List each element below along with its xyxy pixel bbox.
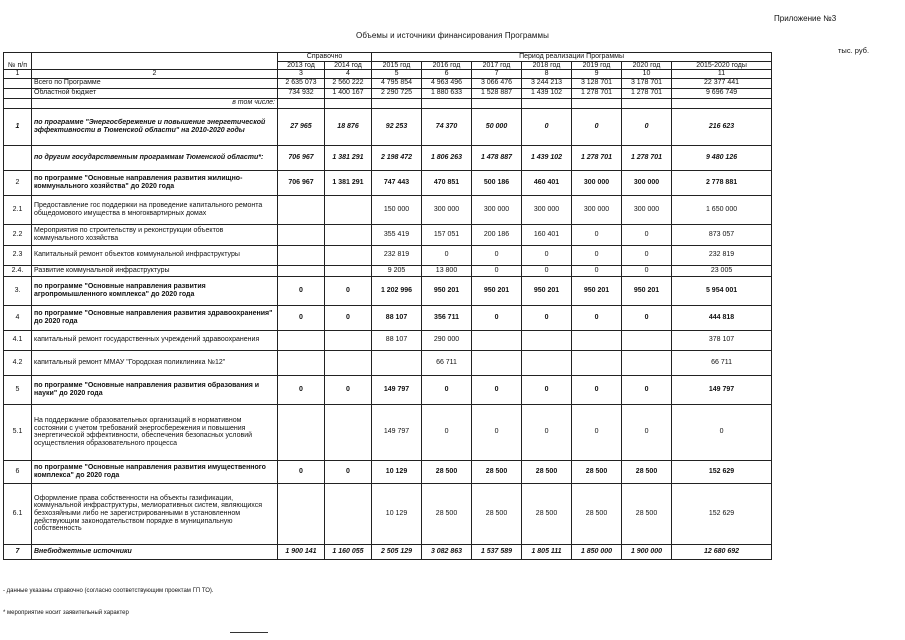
- table-row: [4, 460, 772, 483]
- row-value: [325, 245, 372, 265]
- row-value: 0: [672, 404, 772, 460]
- header-col-number: 2: [32, 70, 278, 79]
- row-value: [278, 245, 325, 265]
- table-row: [4, 305, 772, 330]
- row-number: 1: [4, 108, 32, 145]
- row-value: [622, 98, 672, 108]
- row-value: [325, 224, 372, 245]
- row-value: 1 850 000: [572, 544, 622, 559]
- header-col-number: 11: [672, 70, 772, 79]
- row-value: 0: [422, 245, 472, 265]
- row-value: 28 500: [572, 460, 622, 483]
- row-value: 28 500: [422, 460, 472, 483]
- row-value: [572, 350, 622, 375]
- row-value: 300 000: [472, 195, 522, 224]
- row-value: [325, 404, 372, 460]
- row-value: 0: [622, 404, 672, 460]
- row-value: 0: [622, 108, 672, 145]
- row-value: 0: [325, 375, 372, 404]
- row-value: 149 797: [372, 375, 422, 404]
- row-value: 0: [522, 305, 572, 330]
- row-value: 1 805 111: [522, 544, 572, 559]
- row-value: [325, 265, 372, 276]
- row-value: 1 160 055: [325, 544, 372, 559]
- row-value: 0: [472, 404, 522, 460]
- row-value: 0: [572, 245, 622, 265]
- row-value: 74 370: [422, 108, 472, 145]
- header-col-number: 8: [522, 70, 572, 79]
- row-number: 7: [4, 544, 32, 559]
- table-row: [4, 88, 772, 98]
- row-value: 23 005: [672, 265, 772, 276]
- row-name: Всего по Программе: [32, 78, 278, 88]
- row-value: 28 500: [622, 483, 672, 544]
- row-number: [4, 78, 32, 88]
- row-value: 1 381 291: [325, 145, 372, 170]
- row-value: 4 795 854: [372, 78, 422, 88]
- row-value: 149 797: [372, 404, 422, 460]
- row-number: [4, 98, 32, 108]
- table-row: [4, 245, 772, 265]
- row-value: 2 505 129: [372, 544, 422, 559]
- row-value: [622, 350, 672, 375]
- row-value: 0: [572, 305, 622, 330]
- row-value: 1 537 589: [472, 544, 522, 559]
- table-row: [4, 330, 772, 350]
- table-row: [4, 224, 772, 245]
- annex-label: Приложение №3: [774, 14, 837, 23]
- row-value: 216 623: [672, 108, 772, 145]
- row-value: 460 401: [522, 170, 572, 195]
- header-col-number: 10: [622, 70, 672, 79]
- header-col-number: 4: [325, 70, 372, 79]
- row-value: 300 000: [572, 170, 622, 195]
- row-value: 0: [522, 265, 572, 276]
- row-value: 1 439 102: [522, 145, 572, 170]
- table-row: [4, 544, 772, 559]
- row-value: 150 000: [372, 195, 422, 224]
- row-value: 356 711: [422, 305, 472, 330]
- row-value: 9 696 749: [672, 88, 772, 98]
- row-name: по программе "Основные направления развития агропромышленного комплекса" до 2020 года: [32, 276, 278, 305]
- row-value: 0: [522, 404, 572, 460]
- row-value: [622, 330, 672, 350]
- table-row: [4, 276, 772, 305]
- row-value: 0: [622, 375, 672, 404]
- row-value: 152 629: [672, 460, 772, 483]
- row-number: 4.2: [4, 350, 32, 375]
- table-row: [4, 108, 772, 145]
- row-value: 1 650 000: [672, 195, 772, 224]
- row-number: 2.4.: [4, 265, 32, 276]
- row-value: 1 381 291: [325, 170, 372, 195]
- row-value: 28 500: [622, 460, 672, 483]
- row-value: 1 202 996: [372, 276, 422, 305]
- row-name: по программе "Энергосбережение и повышение энергетической эффективности в Тюменской области" на 2010-2020 годы: [32, 108, 278, 145]
- row-value: [372, 350, 422, 375]
- header-year: 2013 год: [278, 61, 325, 70]
- row-value: 355 419: [372, 224, 422, 245]
- row-name: по другим государственным программам Тюменской области*:: [32, 145, 278, 170]
- row-value: 200 186: [472, 224, 522, 245]
- row-value: 706 967: [278, 170, 325, 195]
- row-value: 66 711: [422, 350, 472, 375]
- row-value: 0: [325, 305, 372, 330]
- row-value: 0: [572, 108, 622, 145]
- row-value: [522, 330, 572, 350]
- row-value: 66 711: [672, 350, 772, 375]
- row-value: 0: [472, 265, 522, 276]
- row-value: 1 900 000: [622, 544, 672, 559]
- row-value: [472, 98, 522, 108]
- row-value: 1 278 701: [622, 88, 672, 98]
- row-value: 28 500: [522, 460, 572, 483]
- row-value: 3 244 213: [522, 78, 572, 88]
- row-value: 873 057: [672, 224, 772, 245]
- row-value: [422, 98, 472, 108]
- row-value: 2 635 073: [278, 78, 325, 88]
- units-label: тыс. руб.: [838, 46, 870, 55]
- row-value: 0: [522, 245, 572, 265]
- row-value: [278, 404, 325, 460]
- header-col-number: 6: [422, 70, 472, 79]
- row-value: 2 198 472: [372, 145, 422, 170]
- document-title: Объемы и источники финансирования Программы: [356, 31, 549, 40]
- row-value: 28 500: [472, 483, 522, 544]
- table-row: [4, 265, 772, 276]
- row-value: 92 253: [372, 108, 422, 145]
- row-value: 1 528 887: [472, 88, 522, 98]
- header-col-number: 9: [572, 70, 622, 79]
- row-value: 3 178 701: [622, 78, 672, 88]
- header-col-number: 7: [472, 70, 522, 79]
- row-value: 734 932: [278, 88, 325, 98]
- row-value: [522, 98, 572, 108]
- row-value: 13 800: [422, 265, 472, 276]
- row-value: 232 819: [372, 245, 422, 265]
- row-number: 2: [4, 170, 32, 195]
- row-value: 0: [422, 375, 472, 404]
- row-number: 4.1: [4, 330, 32, 350]
- row-value: 27 965: [278, 108, 325, 145]
- row-value: 300 000: [622, 170, 672, 195]
- row-value: 0: [278, 375, 325, 404]
- table-row: [4, 78, 772, 88]
- row-value: 9 205: [372, 265, 422, 276]
- row-value: 500 186: [472, 170, 522, 195]
- table-row: [4, 170, 772, 195]
- row-name: Развитие коммунальной инфраструктуры: [32, 265, 278, 276]
- row-value: 1 439 102: [522, 88, 572, 98]
- row-value: 300 000: [522, 195, 572, 224]
- row-value: 3 082 863: [422, 544, 472, 559]
- row-value: 950 201: [622, 276, 672, 305]
- header-year: 2019 год: [572, 61, 622, 70]
- row-value: 1 400 167: [325, 88, 372, 98]
- header-year: 2018 год: [522, 61, 572, 70]
- footnote-star: * мероприятие носит заявительный характер: [3, 610, 129, 616]
- row-number: 2.2: [4, 224, 32, 245]
- row-value: 5 954 001: [672, 276, 772, 305]
- row-name: Капитальный ремонт объектов коммунальной инфраструктуры: [32, 245, 278, 265]
- row-value: 1 278 701: [572, 88, 622, 98]
- row-value: 950 201: [522, 276, 572, 305]
- row-value: 0: [622, 305, 672, 330]
- header-year: 2015 год: [372, 61, 422, 70]
- row-value: [278, 265, 325, 276]
- row-value: [278, 98, 325, 108]
- row-name: по программе "Основные направления развития жилищно-коммунального хозяйства" до 2020 года: [32, 170, 278, 195]
- row-value: [278, 330, 325, 350]
- row-number: 2.3: [4, 245, 32, 265]
- row-value: [672, 98, 772, 108]
- row-value: 152 629: [672, 483, 772, 544]
- table-row: [4, 145, 772, 170]
- row-value: 1 900 141: [278, 544, 325, 559]
- row-value: 2 290 725: [372, 88, 422, 98]
- table-row: [4, 404, 772, 460]
- row-value: 4 963 496: [422, 78, 472, 88]
- row-value: 28 500: [422, 483, 472, 544]
- row-value: 232 819: [672, 245, 772, 265]
- row-value: 1 278 701: [622, 145, 672, 170]
- row-value: 300 000: [422, 195, 472, 224]
- row-value: [278, 195, 325, 224]
- row-value: 950 201: [422, 276, 472, 305]
- row-value: 300 000: [572, 195, 622, 224]
- row-value: 28 500: [472, 460, 522, 483]
- header-year: 2017 год: [472, 61, 522, 70]
- row-value: 0: [572, 375, 622, 404]
- signature-line: [230, 632, 268, 633]
- row-value: 950 201: [572, 276, 622, 305]
- row-value: [472, 330, 522, 350]
- row-value: 0: [472, 245, 522, 265]
- row-number: 2.1: [4, 195, 32, 224]
- row-value: [325, 350, 372, 375]
- row-name: капитальный ремонт государственных учреждений здравоохранения: [32, 330, 278, 350]
- row-value: [372, 98, 422, 108]
- row-value: [278, 224, 325, 245]
- row-value: 3 128 701: [572, 78, 622, 88]
- row-value: 0: [472, 305, 522, 330]
- row-value: [278, 350, 325, 375]
- row-value: 1 880 633: [422, 88, 472, 98]
- header-year: 2015-2020 годы: [672, 61, 772, 70]
- header-col-number: 5: [372, 70, 422, 79]
- row-value: 0: [522, 108, 572, 145]
- table-row: [4, 98, 772, 108]
- row-value: 300 000: [622, 195, 672, 224]
- row-value: [325, 483, 372, 544]
- row-value: 28 500: [522, 483, 572, 544]
- row-value: 18 876: [325, 108, 372, 145]
- header-col-number: 3: [278, 70, 325, 79]
- row-number: 3.: [4, 276, 32, 305]
- row-value: 22 377 441: [672, 78, 772, 88]
- header-reference: Справочно: [278, 53, 372, 62]
- footnote-reference: - данные указаны справочно (согласно соответствующим проектам ГП ТО).: [3, 588, 214, 594]
- header-num: № п/п: [4, 53, 32, 70]
- header-period: Период реализации Программы: [372, 53, 772, 62]
- row-value: 290 000: [422, 330, 472, 350]
- header-name: [32, 53, 278, 70]
- row-value: 950 201: [472, 276, 522, 305]
- header-year: 2016 год: [422, 61, 472, 70]
- row-value: 0: [278, 460, 325, 483]
- row-value: [325, 195, 372, 224]
- row-number: 6: [4, 460, 32, 483]
- row-value: 2 778 881: [672, 170, 772, 195]
- row-value: 470 851: [422, 170, 472, 195]
- row-value: 0: [278, 276, 325, 305]
- row-value: 9 480 126: [672, 145, 772, 170]
- row-number: [4, 145, 32, 170]
- row-value: [472, 350, 522, 375]
- header-col-number: 1: [4, 70, 32, 79]
- row-value: 3 066 476: [472, 78, 522, 88]
- row-value: 378 107: [672, 330, 772, 350]
- row-value: 747 443: [372, 170, 422, 195]
- row-value: 0: [622, 224, 672, 245]
- row-number: 5.1: [4, 404, 32, 460]
- row-value: 444 818: [672, 305, 772, 330]
- row-value: 160 401: [522, 224, 572, 245]
- row-name: по программе "Основные направления развития имущественного комплекса" до 2020 года: [32, 460, 278, 483]
- row-value: [325, 98, 372, 108]
- row-value: 1 278 701: [572, 145, 622, 170]
- row-value: 0: [572, 224, 622, 245]
- row-value: 2 560 222: [325, 78, 372, 88]
- row-value: 28 500: [572, 483, 622, 544]
- row-number: 5: [4, 375, 32, 404]
- row-name: Предоставление гос поддержки на проведение капитального ремонта общедомового имущества в многоквартирных домах: [32, 195, 278, 224]
- row-value: 0: [422, 404, 472, 460]
- row-name: по программе "Основные направления развития здравоохранения" до 2020 года: [32, 305, 278, 330]
- row-value: 1 478 887: [472, 145, 522, 170]
- row-number: 4: [4, 305, 32, 330]
- row-name: по программе "Основные направления развития образования и науки" до 2020 года: [32, 375, 278, 404]
- table-row: [4, 375, 772, 404]
- row-value: 88 107: [372, 330, 422, 350]
- row-name: капитальный ремонт ММАУ "Городская поликлиника №12": [32, 350, 278, 375]
- row-value: 706 967: [278, 145, 325, 170]
- row-value: 12 680 692: [672, 544, 772, 559]
- row-name: Областной бюджет: [32, 88, 278, 98]
- row-value: 10 129: [372, 460, 422, 483]
- row-value: 157 051: [422, 224, 472, 245]
- row-value: [278, 483, 325, 544]
- row-value: 0: [572, 265, 622, 276]
- row-number: 6.1: [4, 483, 32, 544]
- row-value: 0: [572, 404, 622, 460]
- row-value: 0: [472, 375, 522, 404]
- row-value: 149 797: [672, 375, 772, 404]
- row-value: 0: [325, 460, 372, 483]
- row-number: [4, 88, 32, 98]
- row-value: 1 806 263: [422, 145, 472, 170]
- table-row: [4, 350, 772, 375]
- header-year: 2014 год: [325, 61, 372, 70]
- row-name: Внебюджетные источники: [32, 544, 278, 559]
- financing-table: [3, 52, 772, 560]
- row-name: в том числе:: [32, 98, 278, 108]
- row-name: Мероприятия по строительству и реконструкции объектов коммунального хозяйства: [32, 224, 278, 245]
- row-value: 0: [278, 305, 325, 330]
- header-year: 2020 год: [622, 61, 672, 70]
- row-value: 0: [325, 276, 372, 305]
- row-value: 50 000: [472, 108, 522, 145]
- row-value: 0: [622, 265, 672, 276]
- table-row: [4, 483, 772, 544]
- row-name: Оформление права собственности на объекты газификации, коммунальной инфраструктуры, мелиоративных систем, являющихся безхозяйными либо не зарегистрированными в установленном действующим законодательством порядке в муниципальную собственность: [32, 483, 278, 544]
- table-row: [4, 195, 772, 224]
- row-value: 10 129: [372, 483, 422, 544]
- row-value: [325, 330, 372, 350]
- row-name: На поддержание образовательных организаций в нормативном состоянии с учетом требований энергосбережения и повышения энергетической эффективности, обеспечения безопасных условий осуществления образовательного процесса: [32, 404, 278, 460]
- row-value: 0: [522, 375, 572, 404]
- row-value: [572, 98, 622, 108]
- row-value: 88 107: [372, 305, 422, 330]
- row-value: [522, 350, 572, 375]
- row-value: 0: [622, 245, 672, 265]
- row-value: [572, 330, 622, 350]
